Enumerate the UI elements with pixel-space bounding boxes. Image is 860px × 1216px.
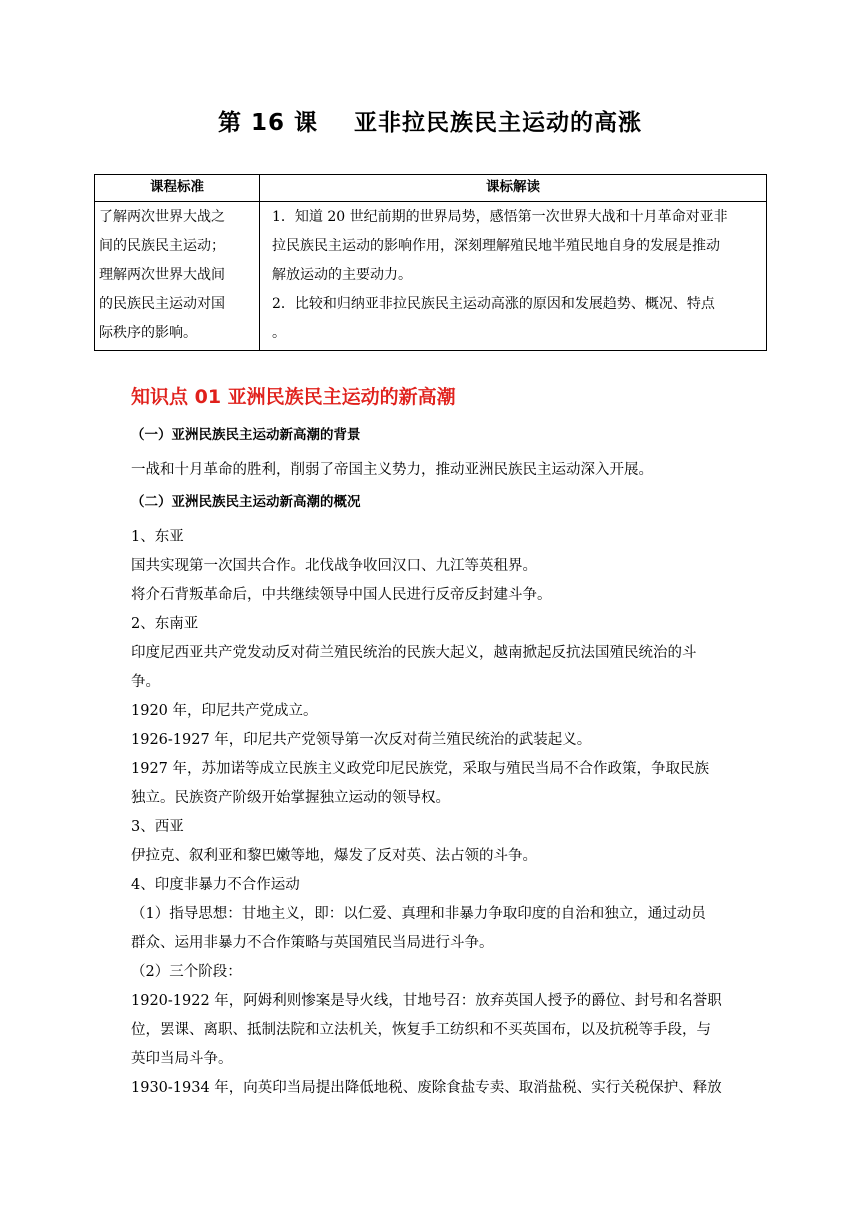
paragraph-line: 1926-1927 年，印尼共产党领导第一次反对荷兰殖民统治的武装起义。 xyxy=(131,732,592,748)
standard-line: 了解两次世界大战之 xyxy=(99,209,225,225)
paragraph-line: 英印当局斗争。 xyxy=(131,1051,233,1067)
interpretation-line: 拉民族民主运动的影响作用，深刻理解殖民地半殖民地自身的发展是推动 xyxy=(272,238,720,254)
interpretation-cell xyxy=(260,202,767,351)
paragraph-line: （2）三个阶段： xyxy=(131,964,242,980)
standard-line: 间的民族民主运动； xyxy=(99,238,225,254)
paragraph-line: 伊拉克、叙利亚和黎巴嫩等地，爆发了反对英、法占领的斗争。 xyxy=(131,848,537,864)
curriculum-standards-table xyxy=(94,174,767,351)
lesson-number: 第 16 课 xyxy=(217,110,319,136)
interpretation-line: 2．比较和归纳亚非拉民族民主运动高涨的原因和发展趋势、概况、特点 xyxy=(272,296,715,312)
subheading-background: （一）亚洲民族民主运动新高潮的背景 xyxy=(131,427,361,443)
lesson-name: 亚非拉民族民主运动的高涨 xyxy=(354,110,643,136)
paragraph-line: 1、东亚 xyxy=(131,529,184,545)
paragraph-line: 一战和十月革命的胜利，削弱了帝国主义势力，推动亚洲民族民主运动深入开展。 xyxy=(131,462,653,478)
paragraph-line: 4、印度非暴力不合作运动 xyxy=(131,877,300,893)
standard-line: 的民族民主运动对国 xyxy=(99,296,225,312)
interpretation-line: 。 xyxy=(272,325,286,341)
standard-line: 理解两次世界大战间 xyxy=(99,267,225,283)
paragraph-line: 群众、运用非暴力不合作策略与英国殖民当局进行斗争。 xyxy=(131,935,494,951)
overview-body xyxy=(131,523,741,1103)
background-paragraph xyxy=(131,456,741,485)
paragraph-line: 国共实现第一次国共合作。北伐战争收回汉口、九江等英租界。 xyxy=(131,558,537,574)
subheading-overview: （二）亚洲民族民主运动新高潮的概况 xyxy=(131,494,361,510)
paragraph-line: 印度尼西亚共产党发动反对荷兰殖民统治的民族大起义，越南掀起反抗法国殖民统治的斗 xyxy=(131,645,697,661)
paragraph-line: 1927 年，苏加诺等成立民族主义政党印尼民族党，采取与殖民当局不合作政策，争取民族 xyxy=(131,761,710,777)
paragraph-line: 位，罢课、离职、抵制法院和立法机关，恢复手工纺织和不买英国布，以及抗税等手段，与 xyxy=(131,1022,711,1038)
standard-cell xyxy=(95,202,260,351)
paragraph-line: 2、东南亚 xyxy=(131,616,199,632)
lesson-title xyxy=(0,104,860,137)
header-interpretation: 课标解读 xyxy=(260,175,767,202)
paragraph-line: 将介石背叛革命后，中共继续领导中国人民进行反帝反封建斗争。 xyxy=(131,587,552,603)
interpretation-line: 解放运动的主要动力。 xyxy=(272,267,412,283)
paragraph-line: 争。 xyxy=(131,674,160,690)
paragraph-line: （1）指导思想：甘地主义，即：以仁爱、真理和非暴力争取印度的自治和独立，通过动员 xyxy=(131,906,706,922)
interpretation-line: 1．知道 20 世纪前期的世界局势，感悟第一次世界大战和十月革命对亚非 xyxy=(272,209,728,225)
standard-line: 际秩序的影响。 xyxy=(99,325,197,341)
paragraph-line: 独立。民族资产阶级开始掌握独立运动的领导权。 xyxy=(131,790,450,806)
table-header-row xyxy=(95,175,767,202)
header-standard: 课程标准 xyxy=(95,175,260,202)
paragraph-line: 1920 年，印尼共产党成立。 xyxy=(131,703,318,719)
table-row xyxy=(95,202,767,351)
paragraph-line: 3、西亚 xyxy=(131,819,184,835)
paragraph-line: 1930-1934 年，向英印当局提出降低地税、废除食盐专卖、取消盐税、实行关税保护、释放 xyxy=(131,1080,722,1096)
paragraph-line: 1920-1922 年，阿姆利则惨案是导火线，甘地号召：放弃英国人授予的爵位、封号和名誉职 xyxy=(131,993,722,1009)
section-heading: 知识点 01 亚洲民族民主运动的新高潮 xyxy=(131,386,456,408)
